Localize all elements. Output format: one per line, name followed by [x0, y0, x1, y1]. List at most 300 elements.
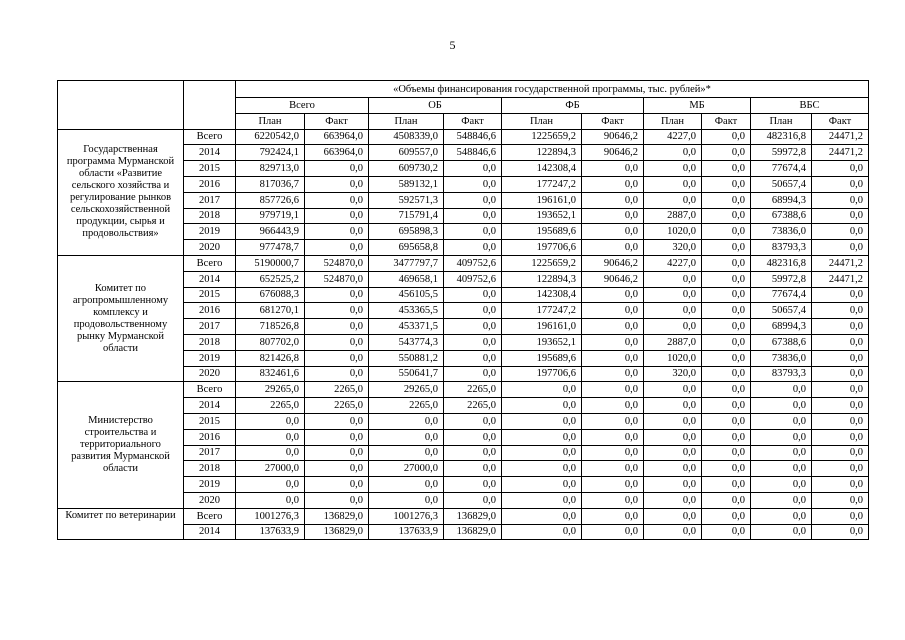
value-cell: 136829,0 — [305, 508, 369, 524]
value-cell: 0,0 — [702, 382, 751, 398]
value-cell: 90646,2 — [582, 129, 644, 145]
value-cell: 0,0 — [305, 176, 369, 192]
value-cell: 966443,9 — [236, 224, 305, 240]
value-cell: 136829,0 — [444, 508, 502, 524]
value-cell: 0,0 — [582, 524, 644, 540]
value-cell: 453371,5 — [369, 319, 444, 335]
value-cell: 0,0 — [305, 224, 369, 240]
value-cell: 0,0 — [444, 429, 502, 445]
value-cell: 0,0 — [702, 461, 751, 477]
value-cell: 1001276,3 — [369, 508, 444, 524]
year-cell: 2018 — [184, 334, 236, 350]
year-header-cell — [184, 81, 236, 130]
value-cell: 137633,9 — [236, 524, 305, 540]
financing-table — [57, 80, 869, 540]
value-cell: 718526,8 — [236, 319, 305, 335]
value-cell: 0,0 — [502, 508, 582, 524]
value-cell: 1225659,2 — [502, 129, 582, 145]
value-cell: 0,0 — [812, 176, 869, 192]
value-cell: 137633,9 — [369, 524, 444, 540]
value-cell: 0,0 — [702, 524, 751, 540]
value-cell: 0,0 — [644, 492, 702, 508]
value-cell: 0,0 — [305, 192, 369, 208]
year-cell: 2017 — [184, 319, 236, 335]
value-cell: 0,0 — [812, 477, 869, 493]
value-cell: 0,0 — [644, 429, 702, 445]
value-cell: 0,0 — [582, 334, 644, 350]
value-cell: 652525,2 — [236, 271, 305, 287]
value-cell: 1225659,2 — [502, 255, 582, 271]
organization-cell: Комитет по агропромышленному комплексу и продовольственному рынку Мурманской области — [58, 255, 184, 381]
value-cell: 0,0 — [812, 382, 869, 398]
value-cell: 0,0 — [369, 492, 444, 508]
value-cell: 0,0 — [644, 192, 702, 208]
value-cell: 0,0 — [502, 413, 582, 429]
value-cell: 177247,2 — [502, 176, 582, 192]
value-cell: 0,0 — [444, 240, 502, 256]
value-cell: 0,0 — [582, 192, 644, 208]
value-cell: 1020,0 — [644, 224, 702, 240]
value-cell: 0,0 — [702, 224, 751, 240]
value-cell: 0,0 — [502, 524, 582, 540]
sub-header-plan: План — [751, 113, 812, 129]
value-cell: 59972,8 — [751, 145, 812, 161]
value-cell: 27000,0 — [236, 461, 305, 477]
value-cell: 2265,0 — [444, 398, 502, 414]
value-cell: 663964,0 — [305, 129, 369, 145]
value-cell: 0,0 — [369, 445, 444, 461]
table-row — [58, 129, 869, 145]
value-cell: 0,0 — [644, 161, 702, 177]
value-cell: 0,0 — [444, 350, 502, 366]
value-cell: 0,0 — [644, 524, 702, 540]
value-cell: 122894,3 — [502, 145, 582, 161]
value-cell: 0,0 — [702, 208, 751, 224]
value-cell: 0,0 — [702, 492, 751, 508]
value-cell: 0,0 — [702, 161, 751, 177]
value-cell: 0,0 — [751, 508, 812, 524]
value-cell: 0,0 — [644, 145, 702, 161]
value-cell: 0,0 — [702, 303, 751, 319]
value-cell: 829713,0 — [236, 161, 305, 177]
value-cell: 0,0 — [305, 240, 369, 256]
value-cell: 0,0 — [444, 224, 502, 240]
value-cell: 409752,6 — [444, 271, 502, 287]
value-cell: 0,0 — [702, 145, 751, 161]
value-cell: 0,0 — [582, 429, 644, 445]
value-cell: 0,0 — [644, 508, 702, 524]
value-cell: 90646,2 — [582, 271, 644, 287]
group-header-ob: ОБ — [369, 98, 502, 114]
value-cell: 0,0 — [305, 492, 369, 508]
value-cell: 0,0 — [582, 461, 644, 477]
value-cell: 0,0 — [582, 477, 644, 493]
year-cell: 2016 — [184, 176, 236, 192]
year-cell: 2014 — [184, 271, 236, 287]
value-cell: 676088,3 — [236, 287, 305, 303]
value-cell: 792424,1 — [236, 145, 305, 161]
value-cell: 609557,0 — [369, 145, 444, 161]
value-cell: 0,0 — [644, 461, 702, 477]
value-cell: 0,0 — [582, 176, 644, 192]
value-cell: 0,0 — [812, 240, 869, 256]
value-cell: 524870,0 — [305, 255, 369, 271]
value-cell: 0,0 — [812, 445, 869, 461]
year-cell: 2020 — [184, 240, 236, 256]
value-cell: 0,0 — [444, 461, 502, 477]
value-cell: 469658,1 — [369, 271, 444, 287]
value-cell: 2265,0 — [444, 382, 502, 398]
value-cell: 409752,6 — [444, 255, 502, 271]
value-cell: 0,0 — [644, 382, 702, 398]
value-cell: 0,0 — [305, 161, 369, 177]
value-cell: 0,0 — [644, 176, 702, 192]
value-cell: 0,0 — [305, 413, 369, 429]
value-cell: 24471,2 — [812, 271, 869, 287]
value-cell: 0,0 — [702, 287, 751, 303]
value-cell: 0,0 — [582, 161, 644, 177]
value-cell: 0,0 — [812, 319, 869, 335]
value-cell: 0,0 — [444, 334, 502, 350]
value-cell: 4227,0 — [644, 255, 702, 271]
value-cell: 482316,8 — [751, 255, 812, 271]
value-cell: 979719,1 — [236, 208, 305, 224]
value-cell: 0,0 — [502, 461, 582, 477]
sub-header-fact: Факт — [582, 113, 644, 129]
value-cell: 0,0 — [644, 303, 702, 319]
value-cell: 0,0 — [444, 319, 502, 335]
table-row — [58, 382, 869, 398]
value-cell: 197706,6 — [502, 240, 582, 256]
value-cell: 0,0 — [812, 334, 869, 350]
value-cell: 0,0 — [305, 429, 369, 445]
value-cell: 589132,1 — [369, 176, 444, 192]
value-cell: 0,0 — [236, 429, 305, 445]
value-cell: 24471,2 — [812, 255, 869, 271]
value-cell: 715791,4 — [369, 208, 444, 224]
value-cell: 0,0 — [582, 445, 644, 461]
value-cell: 320,0 — [644, 366, 702, 382]
group-header-fb: ФБ — [502, 98, 644, 114]
value-cell: 0,0 — [812, 224, 869, 240]
year-cell: 2020 — [184, 366, 236, 382]
value-cell: 0,0 — [502, 382, 582, 398]
value-cell: 2265,0 — [369, 398, 444, 414]
value-cell: 142308,4 — [502, 161, 582, 177]
year-cell: 2014 — [184, 398, 236, 414]
value-cell: 0,0 — [305, 445, 369, 461]
value-cell: 6220542,0 — [236, 129, 305, 145]
value-cell: 0,0 — [444, 303, 502, 319]
sub-header-plan: План — [369, 113, 444, 129]
value-cell: 0,0 — [582, 492, 644, 508]
value-cell: 73836,0 — [751, 224, 812, 240]
value-cell: 0,0 — [644, 287, 702, 303]
group-header-mb: МБ — [644, 98, 751, 114]
value-cell: 193652,1 — [502, 208, 582, 224]
value-cell: 550881,2 — [369, 350, 444, 366]
value-cell: 550641,7 — [369, 366, 444, 382]
value-cell: 592571,3 — [369, 192, 444, 208]
value-cell: 0,0 — [702, 398, 751, 414]
value-cell: 195689,6 — [502, 224, 582, 240]
value-cell: 0,0 — [305, 319, 369, 335]
value-cell: 0,0 — [812, 398, 869, 414]
value-cell: 24471,2 — [812, 145, 869, 161]
value-cell: 0,0 — [702, 508, 751, 524]
value-cell: 0,0 — [812, 413, 869, 429]
value-cell: 453365,5 — [369, 303, 444, 319]
organization-cell: Комитет по ветеринарии — [58, 508, 184, 540]
value-cell: 817036,7 — [236, 176, 305, 192]
value-cell: 0,0 — [502, 429, 582, 445]
value-cell: 50657,4 — [751, 176, 812, 192]
value-cell: 77674,4 — [751, 287, 812, 303]
sub-header-plan: План — [502, 113, 582, 129]
value-cell: 5190000,7 — [236, 255, 305, 271]
organization-cell: Государственная программа Мурманской области «Развитие сельского хозяйства и регулирование рынков сельскохозяйственной продукции, сырья и продовольствия» — [58, 129, 184, 255]
value-cell: 977478,7 — [236, 240, 305, 256]
year-cell: 2015 — [184, 287, 236, 303]
value-cell: 83793,3 — [751, 366, 812, 382]
year-cell: 2018 — [184, 208, 236, 224]
value-cell: 0,0 — [582, 208, 644, 224]
value-cell: 136829,0 — [305, 524, 369, 540]
value-cell: 0,0 — [812, 287, 869, 303]
value-cell: 0,0 — [582, 350, 644, 366]
value-cell: 0,0 — [751, 524, 812, 540]
value-cell: 29265,0 — [236, 382, 305, 398]
value-cell: 0,0 — [702, 240, 751, 256]
table-header — [58, 81, 869, 130]
value-cell: 524870,0 — [305, 271, 369, 287]
value-cell: 0,0 — [444, 477, 502, 493]
value-cell: 609730,2 — [369, 161, 444, 177]
value-cell: 0,0 — [702, 319, 751, 335]
year-cell: 2019 — [184, 477, 236, 493]
value-cell: 68994,3 — [751, 192, 812, 208]
value-cell: 67388,6 — [751, 334, 812, 350]
sub-header-fact: Факт — [812, 113, 869, 129]
value-cell: 0,0 — [369, 429, 444, 445]
value-cell: 0,0 — [702, 350, 751, 366]
sub-header-fact: Факт — [444, 113, 502, 129]
year-cell: Всего — [184, 255, 236, 271]
value-cell: 2265,0 — [305, 398, 369, 414]
value-cell: 0,0 — [751, 398, 812, 414]
year-cell: 2017 — [184, 192, 236, 208]
value-cell: 0,0 — [812, 161, 869, 177]
value-cell: 0,0 — [702, 413, 751, 429]
group-header-vbs: ВБС — [751, 98, 869, 114]
value-cell: 0,0 — [812, 429, 869, 445]
value-cell: 0,0 — [582, 398, 644, 414]
value-cell: 197706,6 — [502, 366, 582, 382]
value-cell: 0,0 — [502, 398, 582, 414]
value-cell: 0,0 — [812, 303, 869, 319]
table-title: «Объемы финансирования государственной программы, тыс. рублей»* — [236, 81, 869, 98]
value-cell: 4508339,0 — [369, 129, 444, 145]
value-cell: 0,0 — [751, 429, 812, 445]
value-cell: 0,0 — [369, 477, 444, 493]
value-cell: 548846,6 — [444, 129, 502, 145]
value-cell: 0,0 — [751, 477, 812, 493]
value-cell: 0,0 — [702, 255, 751, 271]
value-cell: 0,0 — [582, 508, 644, 524]
value-cell: 193652,1 — [502, 334, 582, 350]
org-header-cell — [58, 81, 184, 130]
value-cell: 681270,1 — [236, 303, 305, 319]
year-cell: 2020 — [184, 492, 236, 508]
value-cell: 0,0 — [702, 271, 751, 287]
value-cell: 0,0 — [444, 208, 502, 224]
sub-header-plan: План — [644, 113, 702, 129]
value-cell: 50657,4 — [751, 303, 812, 319]
value-cell: 0,0 — [644, 319, 702, 335]
value-cell: 0,0 — [812, 461, 869, 477]
year-cell: 2014 — [184, 524, 236, 540]
value-cell: 29265,0 — [369, 382, 444, 398]
value-cell: 0,0 — [502, 492, 582, 508]
value-cell: 0,0 — [812, 208, 869, 224]
value-cell: 27000,0 — [369, 461, 444, 477]
value-cell: 807702,0 — [236, 334, 305, 350]
value-cell: 0,0 — [702, 192, 751, 208]
value-cell: 0,0 — [702, 429, 751, 445]
value-cell: 482316,8 — [751, 129, 812, 145]
value-cell: 0,0 — [502, 445, 582, 461]
value-cell: 67388,6 — [751, 208, 812, 224]
value-cell: 2887,0 — [644, 208, 702, 224]
value-cell: 196161,0 — [502, 192, 582, 208]
value-cell: 0,0 — [644, 445, 702, 461]
year-cell: 2015 — [184, 161, 236, 177]
value-cell: 0,0 — [305, 477, 369, 493]
value-cell: 695898,3 — [369, 224, 444, 240]
value-cell: 832461,6 — [236, 366, 305, 382]
table-body — [58, 129, 869, 540]
table-row — [58, 508, 869, 524]
value-cell: 0,0 — [305, 287, 369, 303]
value-cell: 136829,0 — [444, 524, 502, 540]
value-cell: 0,0 — [751, 445, 812, 461]
value-cell: 195689,6 — [502, 350, 582, 366]
page-number: 5 — [449, 38, 456, 52]
value-cell: 0,0 — [812, 508, 869, 524]
value-cell: 0,0 — [702, 176, 751, 192]
year-cell: Всего — [184, 382, 236, 398]
sub-header-fact: Факт — [305, 113, 369, 129]
value-cell: 0,0 — [305, 366, 369, 382]
value-cell: 0,0 — [305, 350, 369, 366]
value-cell: 122894,3 — [502, 271, 582, 287]
value-cell: 77674,4 — [751, 161, 812, 177]
value-cell: 177247,2 — [502, 303, 582, 319]
value-cell: 0,0 — [444, 161, 502, 177]
value-cell: 68994,3 — [751, 319, 812, 335]
value-cell: 3477797,7 — [369, 255, 444, 271]
value-cell: 0,0 — [582, 413, 644, 429]
value-cell: 0,0 — [812, 192, 869, 208]
value-cell: 0,0 — [305, 461, 369, 477]
year-cell: 2017 — [184, 445, 236, 461]
value-cell: 0,0 — [812, 350, 869, 366]
value-cell: 90646,2 — [582, 145, 644, 161]
value-cell: 548846,6 — [444, 145, 502, 161]
sub-header-plan: План — [236, 113, 305, 129]
year-cell: 2015 — [184, 413, 236, 429]
value-cell: 0,0 — [644, 477, 702, 493]
value-cell: 0,0 — [305, 334, 369, 350]
value-cell: 0,0 — [644, 398, 702, 414]
group-header-total: Всего — [236, 98, 369, 114]
value-cell: 695658,8 — [369, 240, 444, 256]
value-cell: 0,0 — [444, 492, 502, 508]
value-cell: 0,0 — [582, 303, 644, 319]
value-cell: 0,0 — [751, 382, 812, 398]
value-cell: 0,0 — [236, 445, 305, 461]
value-cell: 73836,0 — [751, 350, 812, 366]
value-cell: 857726,6 — [236, 192, 305, 208]
value-cell: 0,0 — [236, 413, 305, 429]
value-cell: 0,0 — [644, 413, 702, 429]
value-cell: 0,0 — [444, 287, 502, 303]
table-row — [58, 255, 869, 271]
value-cell: 24471,2 — [812, 129, 869, 145]
value-cell: 0,0 — [369, 413, 444, 429]
year-cell: 2016 — [184, 429, 236, 445]
value-cell: 821426,8 — [236, 350, 305, 366]
value-cell: 0,0 — [305, 303, 369, 319]
value-cell: 0,0 — [751, 461, 812, 477]
value-cell: 0,0 — [502, 477, 582, 493]
year-cell: Всего — [184, 508, 236, 524]
value-cell: 0,0 — [582, 287, 644, 303]
value-cell: 0,0 — [236, 477, 305, 493]
value-cell: 1020,0 — [644, 350, 702, 366]
value-cell: 0,0 — [444, 176, 502, 192]
value-cell: 0,0 — [751, 413, 812, 429]
value-cell: 0,0 — [702, 366, 751, 382]
value-cell: 0,0 — [812, 492, 869, 508]
value-cell: 0,0 — [444, 413, 502, 429]
value-cell: 2265,0 — [236, 398, 305, 414]
value-cell: 0,0 — [702, 334, 751, 350]
value-cell: 0,0 — [812, 524, 869, 540]
value-cell: 0,0 — [812, 366, 869, 382]
value-cell: 0,0 — [644, 271, 702, 287]
value-cell: 196161,0 — [502, 319, 582, 335]
value-cell: 0,0 — [582, 224, 644, 240]
year-cell: Всего — [184, 129, 236, 145]
value-cell: 0,0 — [444, 192, 502, 208]
year-cell: 2018 — [184, 461, 236, 477]
year-cell: 2019 — [184, 224, 236, 240]
value-cell: 2265,0 — [305, 382, 369, 398]
value-cell: 663964,0 — [305, 145, 369, 161]
year-cell: 2016 — [184, 303, 236, 319]
value-cell: 0,0 — [702, 477, 751, 493]
value-cell: 0,0 — [305, 208, 369, 224]
value-cell: 0,0 — [444, 366, 502, 382]
value-cell: 90646,2 — [582, 255, 644, 271]
value-cell: 0,0 — [751, 492, 812, 508]
value-cell: 0,0 — [582, 366, 644, 382]
value-cell: 0,0 — [444, 445, 502, 461]
value-cell: 0,0 — [702, 445, 751, 461]
value-cell: 1001276,3 — [236, 508, 305, 524]
value-cell: 320,0 — [644, 240, 702, 256]
